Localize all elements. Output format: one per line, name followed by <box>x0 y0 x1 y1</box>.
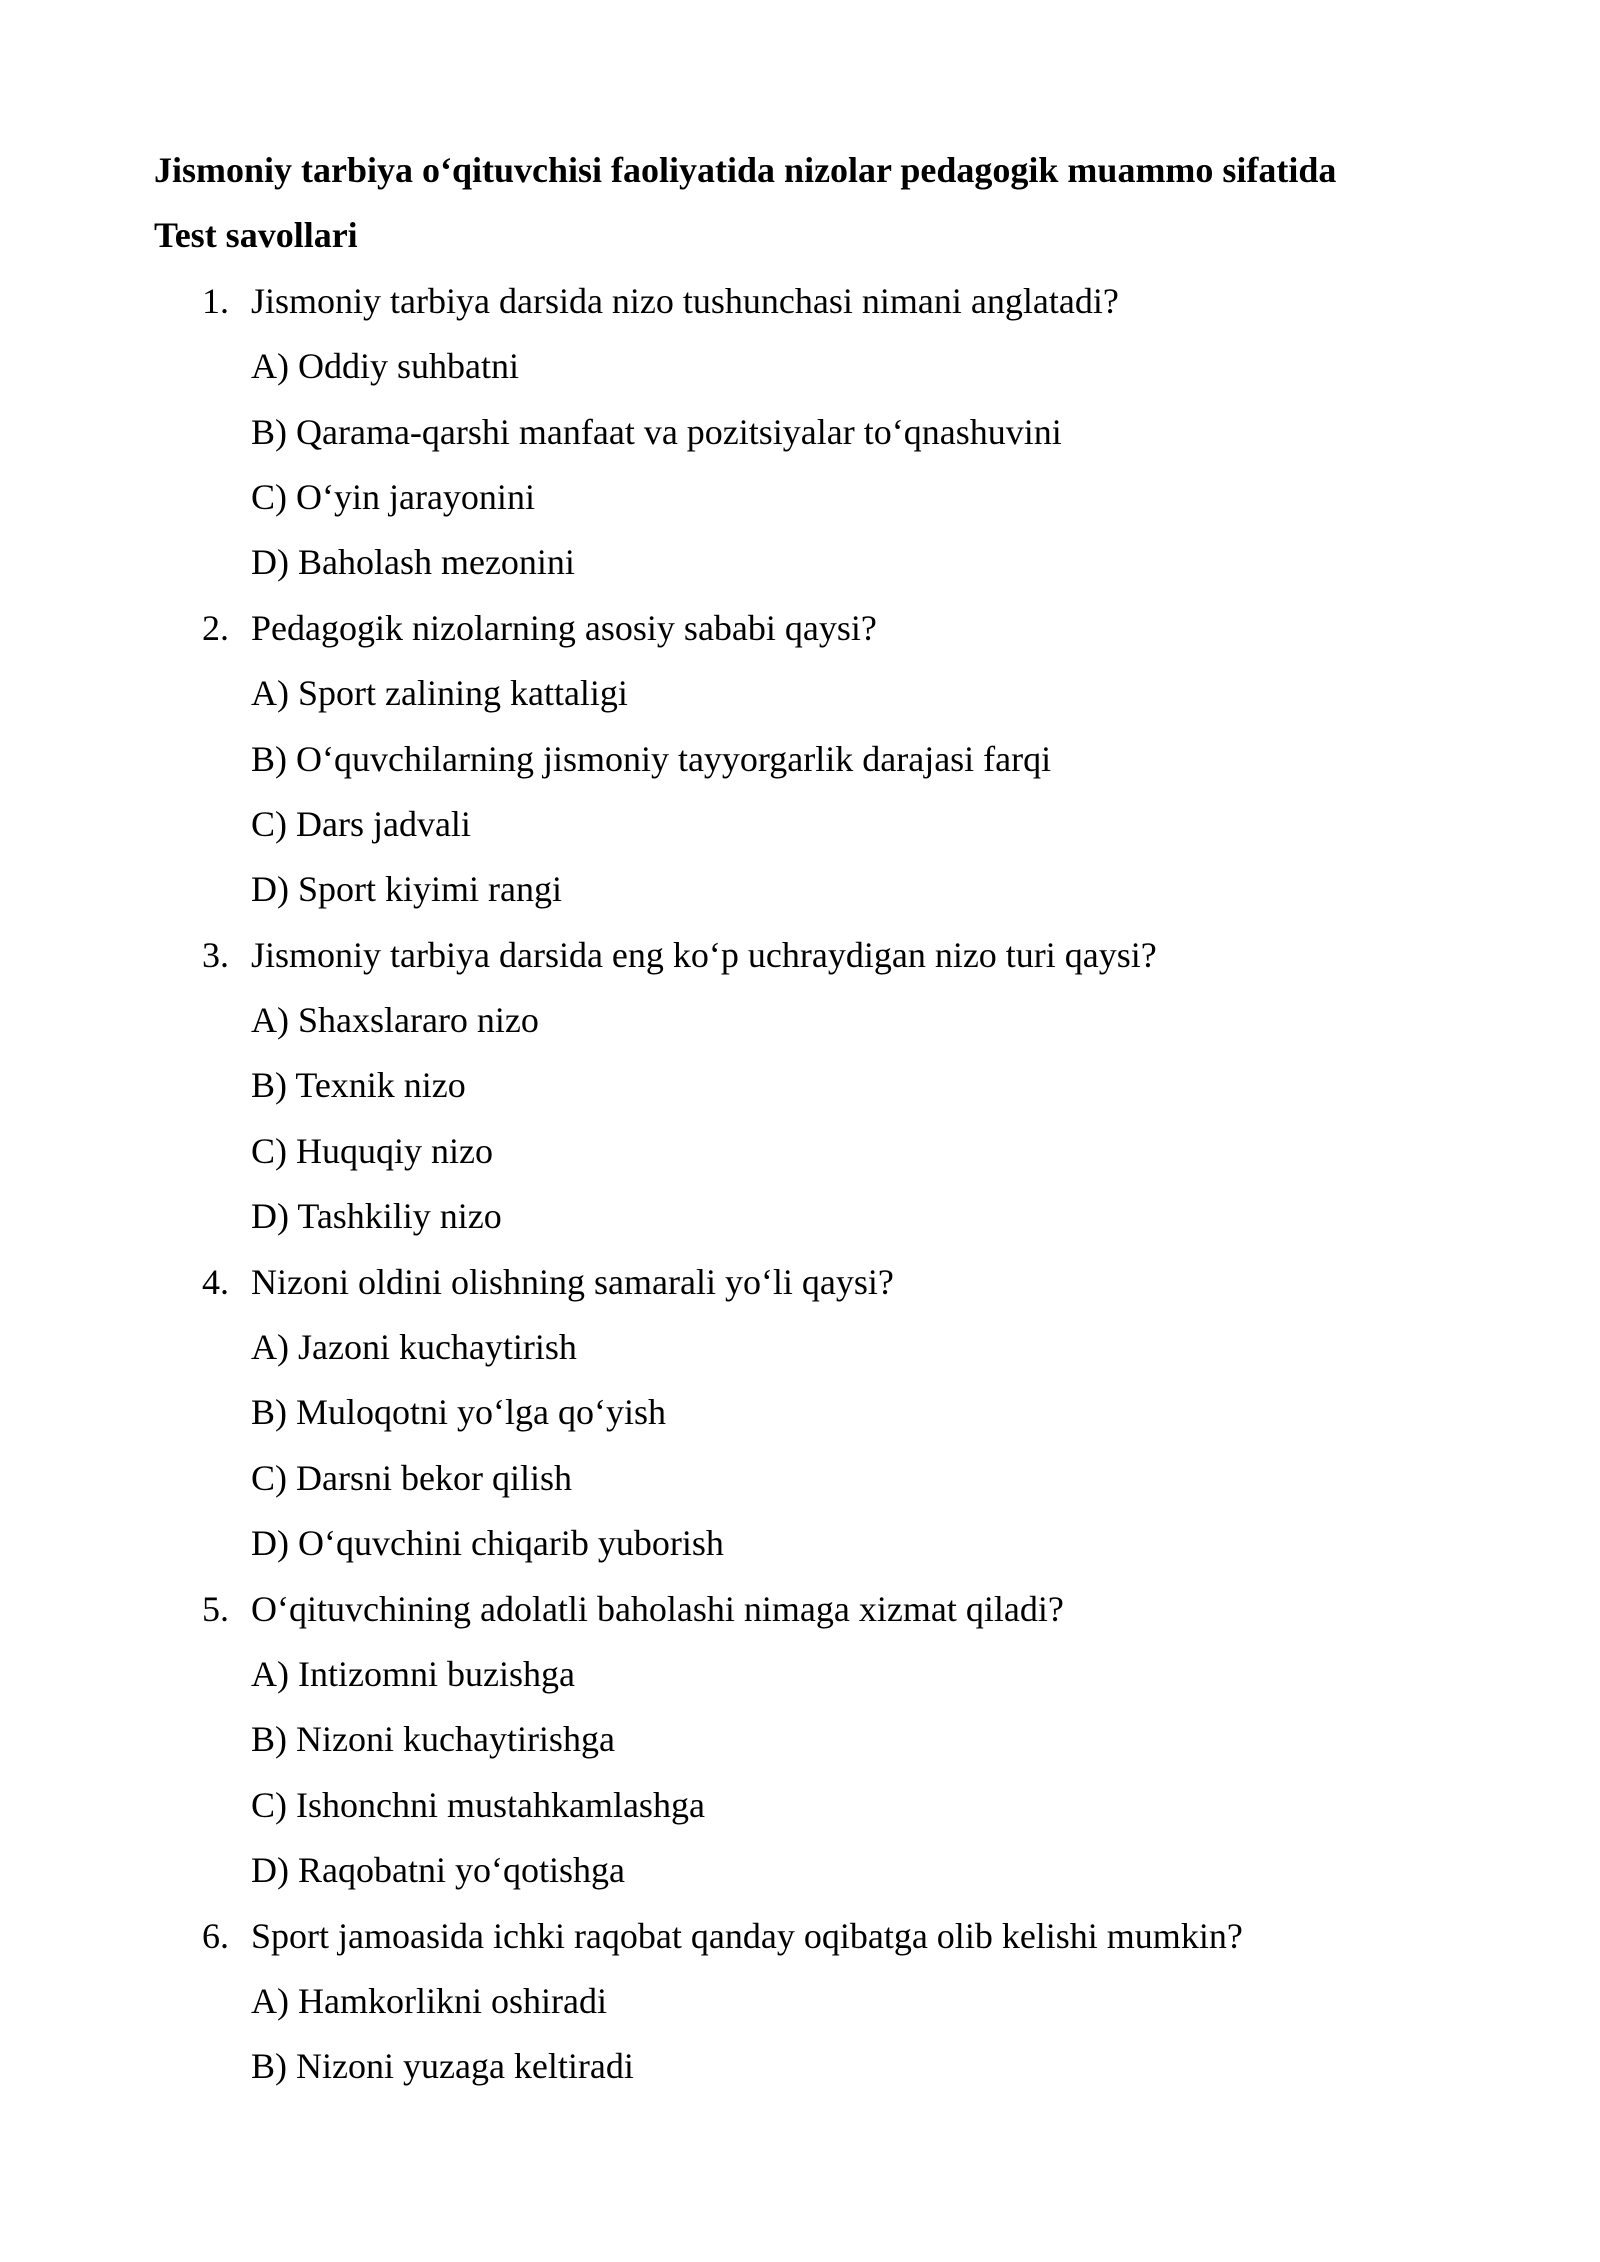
question-text: Jismoniy tarbiya darsida eng ko‘p uchraydigan nizo turi qaysi? <box>251 934 1157 975</box>
document-title: Jismoniy tarbiya o‘qituvchisi faoliyatida nizolar pedagogik muammo sifatida <box>154 150 1337 190</box>
option-item: B) O‘quvchilarning jismoniy tayyorgarlik darajasi farqi <box>251 738 1052 779</box>
question-number: 5. <box>202 1588 229 1629</box>
option-item: D) O‘quvchini chiqarib yuborish <box>251 1523 724 1564</box>
option-item: B) Texnik nizo <box>251 1065 466 1106</box>
question-text: O‘qituvchining adolatli baholashi nimaga xizmat qiladi? <box>251 1588 1064 1629</box>
option-item: B) Muloqotni yo‘lga qo‘yish <box>251 1392 666 1433</box>
option-item: A) Intizomni buzishga <box>251 1653 575 1694</box>
option-item: C) Dars jadvali <box>251 803 471 844</box>
question-6 <box>0 1915 1600 1983</box>
option-item: C) Ishonchni mustahkamlashga <box>251 1784 705 1825</box>
option-item: A) Shaxslararo nizo <box>251 1000 539 1041</box>
option-item: B) Qarama-qarshi manfaat va pozitsiyalar to‘qnashuvini <box>251 411 1062 452</box>
option-item: D) Sport kiyimi rangi <box>251 869 562 910</box>
option-item: C) Huquqiy nizo <box>251 1130 493 1171</box>
document-subtitle: Test savollari <box>154 215 358 256</box>
question-text: Sport jamoasida ichki raqobat qanday oqibatga olib kelishi mumkin? <box>251 1915 1243 1956</box>
question-number: 3. <box>202 934 229 975</box>
option-item: A) Sport zalining kattaligi <box>251 673 628 714</box>
option-item: C) Darsni bekor qilish <box>251 1457 572 1498</box>
question-number: 1. <box>202 280 229 321</box>
option-item: B) Nizoni yuzaga keltiradi <box>251 2046 634 2087</box>
option-item: D) Tashkiliy nizo <box>251 1196 502 1237</box>
option-item: C) O‘yin jarayonini <box>251 476 535 517</box>
question-1 <box>0 280 1600 348</box>
question-2 <box>0 607 1600 675</box>
option-item: D) Baholash mezonini <box>251 542 575 583</box>
question-3 <box>0 934 1600 1002</box>
question-text: Pedagogik nizolarning asosiy sababi qaysi? <box>251 607 877 648</box>
question-5 <box>0 1588 1600 1656</box>
option-item: D) Raqobatni yo‘qotishga <box>251 1850 625 1891</box>
option-item: A) Oddiy suhbatni <box>251 346 519 387</box>
question-number: 6. <box>202 1915 229 1956</box>
question-text: Nizoni oldini olishning samarali yo‘li qaysi? <box>251 1261 894 1302</box>
question-number: 2. <box>202 607 229 648</box>
option-item: B) Nizoni kuchaytirishga <box>251 1719 615 1760</box>
question-4 <box>0 1261 1600 1329</box>
question-text: Jismoniy tarbiya darsida nizo tushunchasi nimani anglatadi? <box>251 280 1119 321</box>
option-item: A) Jazoni kuchaytirish <box>251 1327 577 1368</box>
option-item: A) Hamkorlikni oshiradi <box>251 1980 607 2021</box>
question-number: 4. <box>202 1261 229 1302</box>
